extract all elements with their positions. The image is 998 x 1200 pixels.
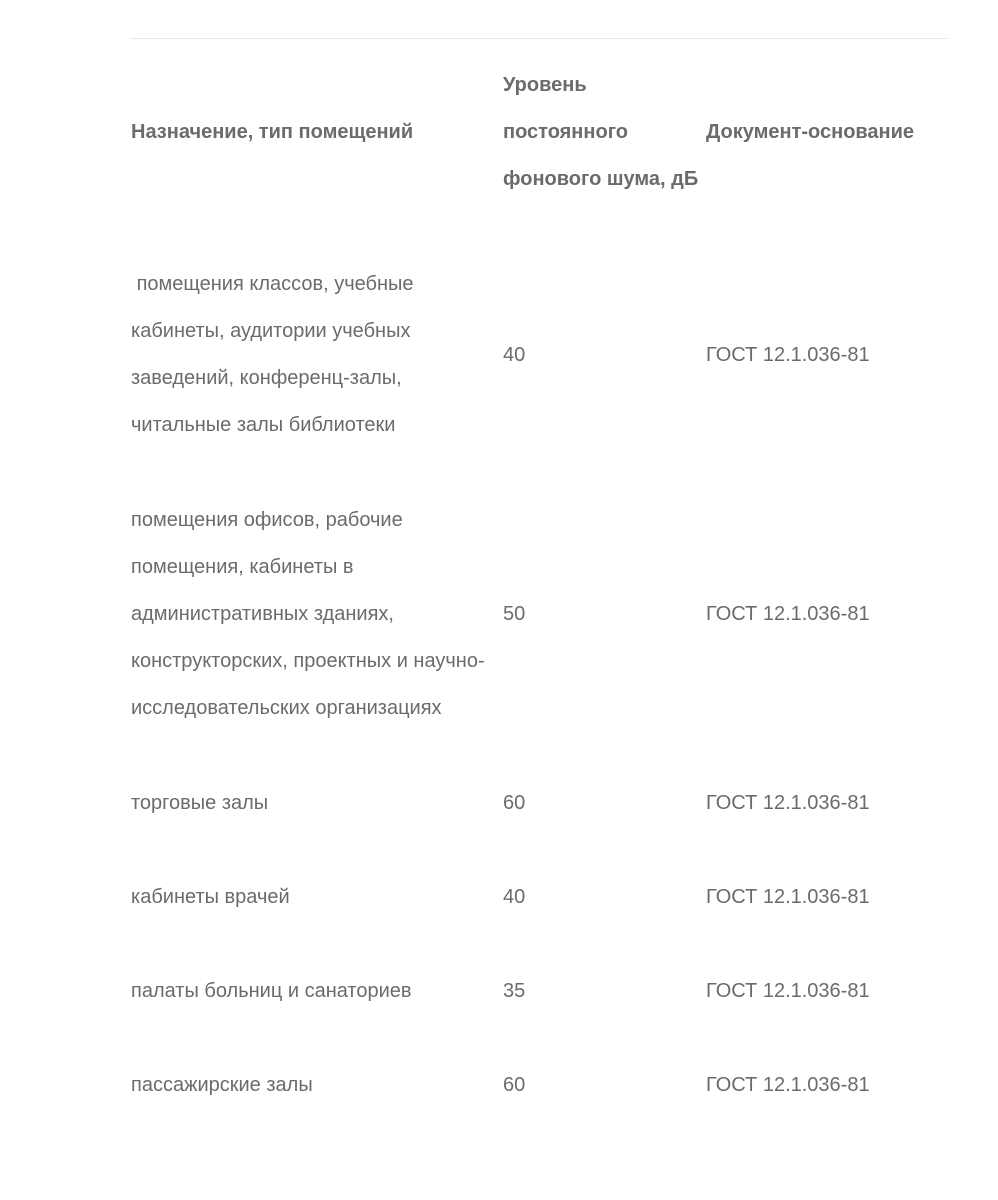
- noise-level-table-container: [131, 38, 948, 1132]
- cell-noise-level: 40: [503, 885, 526, 908]
- cell-room-type: помещения классов, учебные кабинеты, аудитории учебных заведений, конференц-залы, читальные залы библиотеки: [131, 273, 420, 436]
- table-header: [131, 39, 948, 225]
- cell-document: ГОСТ 12.1.036-81: [706, 603, 870, 625]
- cell-room-type: торговые залы: [131, 791, 269, 814]
- table-row: [131, 473, 948, 756]
- cell-noise-level: 35: [503, 979, 526, 1002]
- cell-room-type: кабинеты врачей: [131, 885, 290, 908]
- table-header-row: [131, 39, 948, 225]
- table-row: [131, 225, 948, 473]
- table-row: [131, 756, 948, 850]
- table-body: [131, 225, 948, 1132]
- cell-document: ГОСТ 12.1.036-81: [706, 979, 870, 1002]
- table-row: [131, 1038, 948, 1132]
- table-row: [131, 944, 948, 1038]
- cell-document: ГОСТ 12.1.036-81: [706, 1073, 870, 1096]
- header-document: Документ-основание: [706, 120, 915, 143]
- cell-noise-level: 60: [503, 1073, 526, 1096]
- cell-noise-level: 60: [503, 791, 526, 814]
- header-noise-level: Уровень постоянного фонового шума, дБ: [503, 73, 699, 190]
- table-row: [131, 850, 948, 944]
- cell-noise-level: 40: [503, 343, 526, 366]
- cell-document: ГОСТ 12.1.036-81: [706, 885, 870, 908]
- cell-noise-level: 50: [503, 603, 526, 625]
- cell-document: ГОСТ 12.1.036-81: [706, 791, 870, 814]
- noise-level-table: [131, 39, 948, 1132]
- cell-room-type: помещения офисов, рабочие помещения, кабинеты в административных зданиях, конструкторских, проектных и научно-исследовательских организациях: [131, 509, 485, 719]
- header-room-type: Назначение, тип помещений: [131, 120, 414, 143]
- cell-document: ГОСТ 12.1.036-81: [706, 343, 870, 366]
- cell-room-type: палаты больниц и санаториев: [131, 979, 412, 1002]
- cell-room-type: пассажирские залы: [131, 1073, 313, 1096]
